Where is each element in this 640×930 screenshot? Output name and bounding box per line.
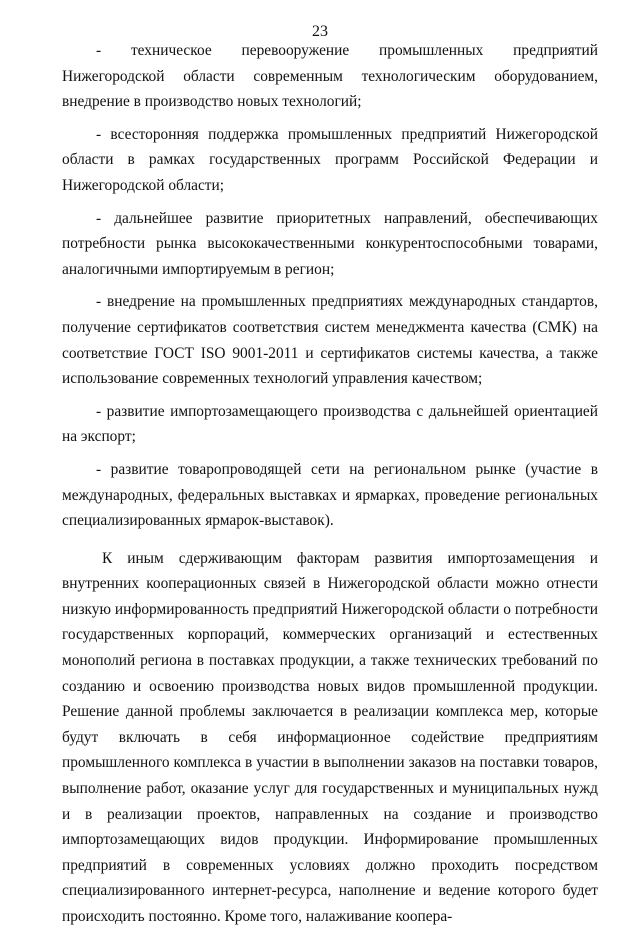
bullet-item: - внедрение на промышленных предприятиях международных стандартов, получение сертификатов соответствия систем менеджмента качества (СМК) на соответствие ГОСТ ISO 9001-2011 и сертификатов системы качества, а также использование современных технологий управления качеством; xyxy=(62,293,598,388)
bullet-item: - дальнейшее развитие приоритетных направлений, обеспечивающих потребности рынка высококачественными конкурентоспособными товарами, аналогичными импортируемым в регион; xyxy=(62,209,598,278)
bullet-item: - техническое перевооружение промышленных предприятий Нижегородской области современным технологическим оборудованием, внедрение в производство новых технологий; xyxy=(62,42,598,111)
bullet-item: - развитие импортозамещающего производства с дальнейшей ориентацией на экспорт; xyxy=(62,402,598,446)
bullet-item: - всесторонняя поддержка промышленных предприятий Нижегородской области в рамках государственных программ Российской Федерации и Нижегородской области; xyxy=(62,125,598,194)
bullet-item: - развитие товаропроводящей сети на региональном рынке (участие в международных, федеральных выставках и ярмарках, проведение региональных специализированных ярмарок-выставок). xyxy=(62,460,598,530)
body-text xyxy=(62,38,598,930)
body-paragraph: К иным сдерживающим факторам развития импортозамещения и внутренних кооперационных связей в Нижегородской области можно отнести низкую информированность предприятий Нижегородской области о потребности государственных корпораций, коммерческих организаций и естественных монополий региона в поставках продукции, а также технических требований по созданию и освоению производства новых видов промышленной продукции. Решение данной проблемы заключается в реализации комплекса мер, которые будут включать в себя информационное содействие предприятиям промышленного комплекса в участии в выполнении заказов на поставки товаров, выполнение работ, оказание услуг для государственных и муниципальных нужд и в реализации проектов, направленных на создание и производство импортозамещающих видов продукции. Информирование промышленных предприятий в современных условиях должно проходить посредством специализированного интернет-ресурса, наполнение и ведение которого будет происходить постоянно. Кроме того, налаживание коопера- xyxy=(62,549,598,925)
page-number: 23 xyxy=(312,23,328,40)
